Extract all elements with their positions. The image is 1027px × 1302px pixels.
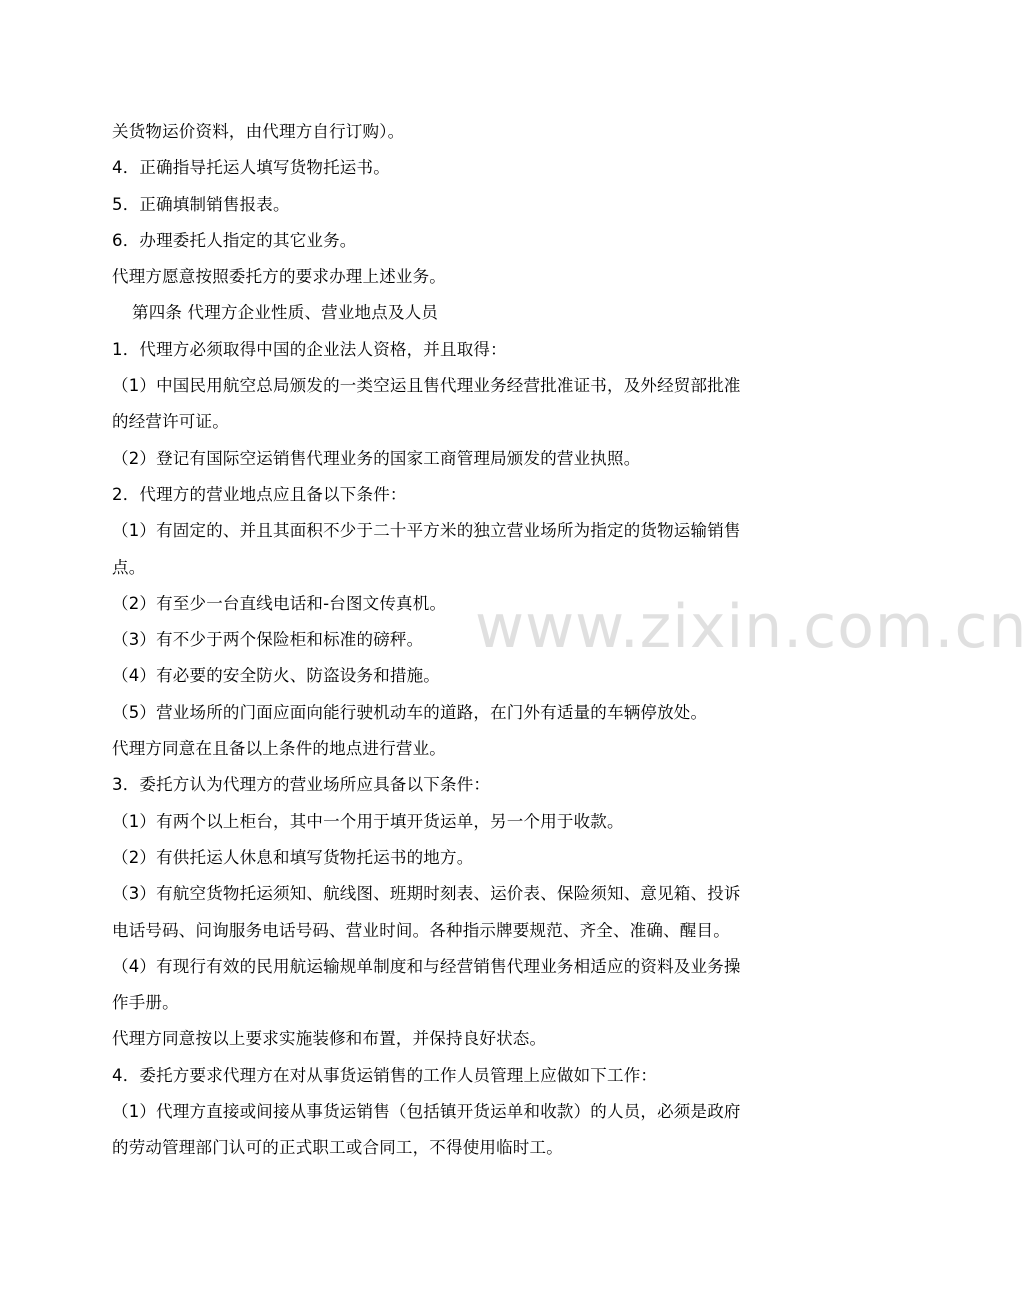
paragraph-line: （2）登记有国际空运销售代理业务的国家工商管理局颁发的营业执照。 — [112, 448, 641, 468]
paragraph-line: 4．委托方要求代理方在对从事货运销售的工作人员管理上应做如下工作： — [112, 1065, 658, 1085]
paragraph-line: （1）有两个以上柜台，其中一个用于填开货运单，另一个用于收款。 — [112, 811, 624, 831]
paragraph-line: （4）有现行有效的民用航运输规单制度和与经营销售代理业务相适应的资料及业务操 — [112, 956, 741, 976]
paragraph-line: 的经营许可证。 — [112, 412, 229, 432]
paragraph-line: （1）代理方直接或间接从事货运销售（包括镇开货运单和收款）的人员，必须是政府 — [112, 1102, 741, 1122]
paragraph-line: 点。 — [112, 557, 146, 577]
paragraph-line: 代理方同意按以上要求实施装修和布置，并保持良好状态。 — [112, 1029, 547, 1049]
paragraph-line: 关货物运价资料，由代理方自行订购）。 — [112, 122, 405, 141]
paragraph-line: 作手册。 — [112, 993, 179, 1013]
paragraph-line: 3．委托方认为代理方的营业场所应具备以下条件： — [112, 775, 491, 795]
document-body — [112, 114, 812, 1167]
section-heading: 第四条 代理方企业性质、营业地点及人员 — [132, 303, 439, 323]
paragraph-line: （1）有固定的、并且其面积不少于二十平方米的独立营业场所为指定的货物运输销售 — [112, 521, 741, 541]
paragraph-line: 代理方愿意按照委托方的要求办理上述业务。 — [112, 267, 446, 287]
paragraph-line: 1．代理方必须取得中国的企业法人资格，并且取得： — [112, 339, 507, 359]
paragraph-line: 2．代理方的营业地点应且备以下条件： — [112, 484, 407, 504]
paragraph-line: （2）有至少一台直线电话和-台图文传真机。 — [112, 593, 447, 613]
paragraph-line: 4．正确指导托运人填写货物托运书。 — [112, 158, 390, 178]
paragraph-line: 的劳动管理部门认可的正式职工或合同工，不得使用临时工。 — [112, 1138, 563, 1158]
paragraph-line: 5．正确填制销售报表。 — [112, 194, 290, 214]
paragraph-line: （3）有不少于两个保险柜和标准的磅秤。 — [112, 630, 424, 650]
paragraph-line: 代理方同意在且备以上条件的地点进行营业。 — [112, 739, 446, 759]
paragraph-line: （1）中国民用航空总局颁发的一类空运且售代理业务经营批准证书，及外经贸部批准 — [112, 376, 741, 396]
paragraph-line: （4）有必要的安全防火、防盗设务和措施。 — [112, 666, 440, 686]
watermark-text: www.zixin.com.cn — [475, 592, 1027, 662]
paragraph-line: （5）营业场所的门面应面向能行驶机动车的道路，在门外有适量的车辆停放处。 — [112, 702, 708, 722]
paragraph-line: （2）有供托运人休息和填写货物托运书的地方。 — [112, 847, 474, 867]
paragraph-line: 电话号码、问询服务电话号码、营业时间。各种指示牌要规范、齐全、准确、醒目。 — [112, 920, 730, 940]
paragraph-line: 6．办理委托人指定的其它业务。 — [112, 230, 357, 250]
paragraph-line: （3）有航空货物托运须知、航线图、班期时刻表、运价表、保险须知、意见箱、投诉 — [112, 884, 741, 904]
